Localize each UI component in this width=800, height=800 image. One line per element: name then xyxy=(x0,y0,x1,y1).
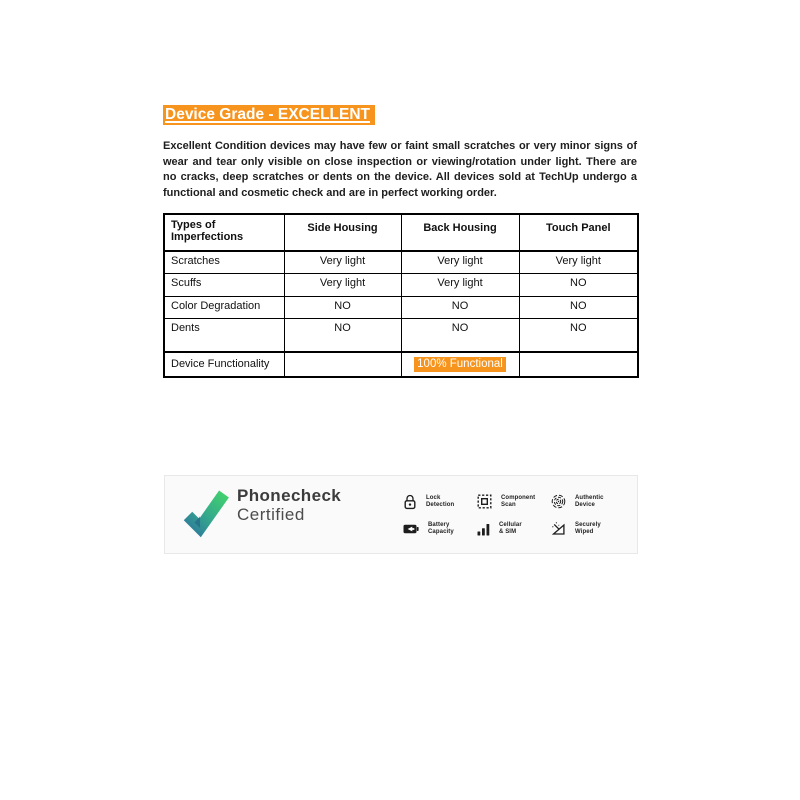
table-row xyxy=(164,296,638,318)
cell-value: Very light xyxy=(401,251,519,273)
cell-value xyxy=(519,352,638,377)
phonecheck-certified-panel xyxy=(164,475,638,554)
functional-highlight-badge: 100% Functional xyxy=(414,357,506,372)
badge-label: Securely Wiped xyxy=(575,521,601,535)
certified-label: Certified xyxy=(237,505,305,524)
description-line: Excellent Condition devices may have few or faint small scratches or very minor signs of xyxy=(163,140,637,152)
row-label: Scratches xyxy=(164,251,284,273)
brand-name: Phonecheck xyxy=(237,486,342,505)
row-label: Dents xyxy=(164,318,284,352)
cell-value: NO xyxy=(284,318,401,352)
badge-label: Authentic Device xyxy=(575,494,604,508)
device-grade-title: Device Grade - EXCELLENT xyxy=(163,105,375,125)
badge-label: Battery Capacity xyxy=(428,521,454,535)
description-line: wear and tear only visible on close inspection or viewing/rotation under light. There are xyxy=(163,155,637,168)
table-row xyxy=(164,318,638,352)
description-line: functional and cosmetic check and are in perfect working order. xyxy=(163,187,497,200)
certification-badges xyxy=(403,493,625,537)
cell-value xyxy=(284,352,401,377)
wipe-icon xyxy=(551,521,566,536)
battery-icon xyxy=(403,524,419,534)
imperfections-table xyxy=(163,213,639,378)
cell-value xyxy=(401,352,519,377)
table-row xyxy=(164,273,638,296)
cell-value: NO xyxy=(401,318,519,352)
badge-component-scan xyxy=(477,493,551,510)
column-header: Touch Panel xyxy=(519,214,638,251)
phonecheck-checkmark-icon xyxy=(183,488,229,538)
badge-lock-detection xyxy=(403,493,477,510)
cell-value: Very light xyxy=(519,251,638,273)
row-label: Device Functionality xyxy=(164,352,284,377)
phonecheck-wordmark xyxy=(237,486,341,524)
column-header: Side Housing xyxy=(284,214,401,251)
lock-icon xyxy=(403,494,417,510)
badge-label: Component Scan xyxy=(501,494,536,508)
cell-value: Very light xyxy=(284,251,401,273)
badge-label: Cellular & SIM xyxy=(499,521,522,535)
badge-authentic-device xyxy=(551,493,625,510)
badge-battery-capacity xyxy=(403,520,477,537)
cell-value: NO xyxy=(284,296,401,318)
column-header: Types of Imperfections xyxy=(164,214,284,251)
cell-value: NO xyxy=(519,318,638,352)
signal-bars-icon xyxy=(477,522,490,536)
cell-value: NO xyxy=(401,296,519,318)
table-header-row xyxy=(164,214,638,251)
table-row xyxy=(164,352,638,377)
column-header: Back Housing xyxy=(401,214,519,251)
table-row xyxy=(164,251,638,273)
row-label: Color Degradation xyxy=(164,296,284,318)
cell-value: NO xyxy=(519,273,638,296)
badge-securely-wiped xyxy=(551,520,625,537)
component-scan-icon xyxy=(477,494,492,509)
cell-value: Very light xyxy=(284,273,401,296)
badge-label: Lock Detection xyxy=(426,494,455,508)
row-label: Scuffs xyxy=(164,273,284,296)
badge-cellular-sim xyxy=(477,520,551,537)
cell-value: Very light xyxy=(401,273,519,296)
description-line: no cracks, deep scratches or dents on the device. All devices sold at TechUp undergo a xyxy=(163,171,637,184)
fingerprint-icon xyxy=(551,494,566,509)
cell-value: NO xyxy=(519,296,638,318)
condition-description xyxy=(163,139,637,202)
